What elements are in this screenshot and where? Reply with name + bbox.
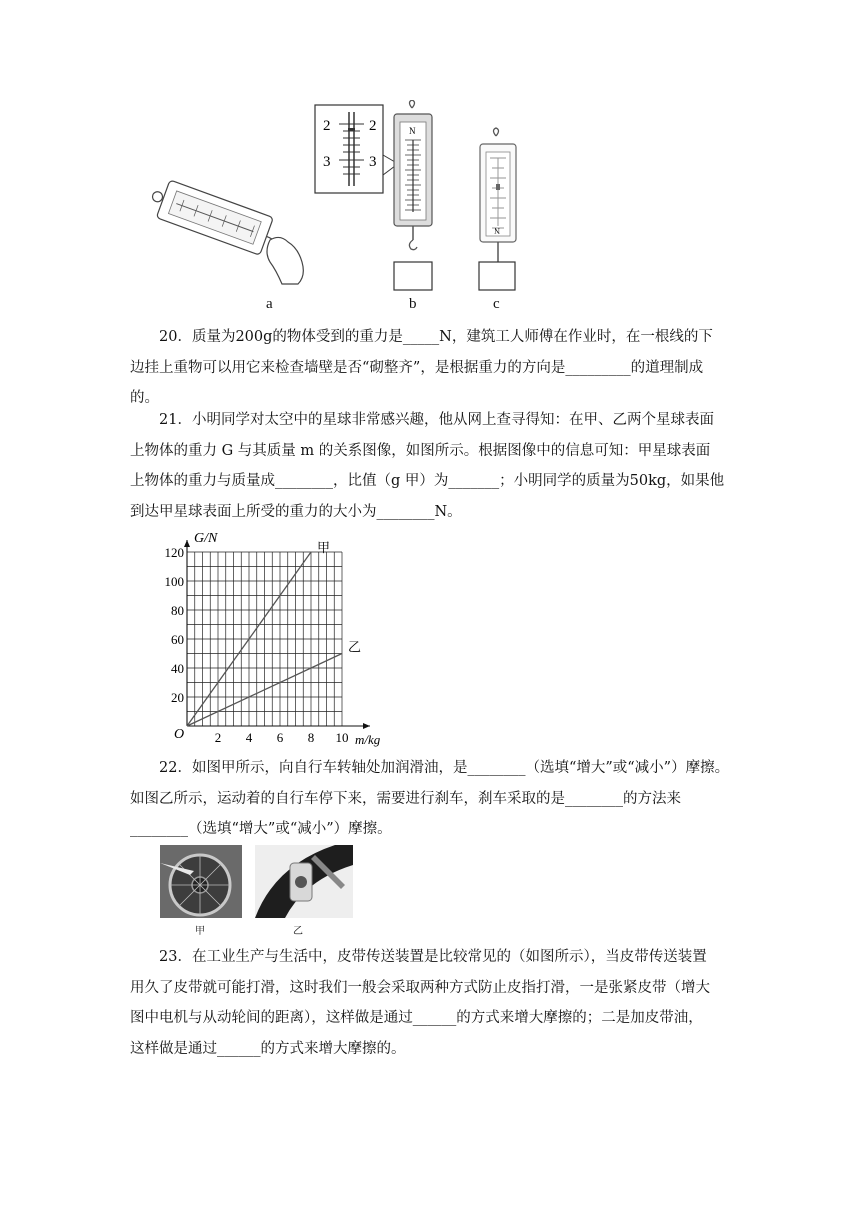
spring-scale-a <box>150 176 287 260</box>
bicycle-brake-photo <box>255 845 353 918</box>
zoom-tick-right-2: 2 <box>369 118 377 134</box>
question-22 <box>130 753 730 845</box>
q23-line-3: 图中电机与从动轮间的距离），这样做是通过______的方式来增大摩擦的；二是加皮带油， <box>130 1010 703 1026</box>
x-axis-label: m/kg <box>355 732 381 747</box>
q21-line-2: 上物体的重力 G 与其质量 m 的关系图像，如图所示。根据图像中的信息可知：甲星球表面 <box>130 442 711 459</box>
spring-scale-b <box>394 100 432 290</box>
y-axis-label: G/N <box>194 531 218 546</box>
label-c: c <box>493 296 500 312</box>
hand-icon <box>267 237 303 284</box>
x-tick-label: 10 <box>335 730 349 745</box>
zoom-tick-left-3: 3 <box>323 154 331 170</box>
q23-line-4: 这样做是通过______的方式来增大摩擦的。 <box>130 1040 406 1057</box>
q22-line-2: 如图乙所示，运动着的自行车停下来，需要进行刹车，刹车采取的是________的方法来 <box>130 790 681 807</box>
x-tick-label: 6 <box>276 730 284 745</box>
photo-caption-yi: 乙 <box>293 926 303 937</box>
q21-line-4: 到达甲星球表面上所受的重力的大小为________N。 <box>130 503 462 520</box>
series-label-yi: 乙 <box>348 639 362 655</box>
origin-label: O <box>174 727 185 742</box>
q22-line-3: ________（选填“增大”或“减小”）摩擦。 <box>130 821 392 837</box>
question-20 <box>130 322 730 414</box>
y-tick-label: 60 <box>171 632 184 647</box>
q23-line-2: 用久了皮带就可能打滑，这时我们一般会采取两种方式防止皮指打滑，一是张紧皮带（增大 <box>130 979 710 996</box>
q20-line-3: 的。 <box>130 390 159 406</box>
q22-line-1: 22．如图甲所示，向自行车转轴处加润滑油，是________（选填“增大”或“减小”）摩擦。 <box>159 760 730 776</box>
q23-line-1: 23．在工业生产与生活中，皮带传送装置是比较常见的（如图所示），当皮带传送装置 <box>159 949 707 965</box>
x-tick-label: 2 <box>214 730 222 745</box>
q21-line-1: 21．小明同学对太空中的星球非常感兴趣，他从网上查寻得知：在甲、乙两个星球表面 <box>159 412 714 428</box>
question-23 <box>130 942 730 1064</box>
spring-scale-figure <box>150 100 530 320</box>
x-tick-label: 4 <box>245 730 253 745</box>
zoom-tick-left-2: 2 <box>323 118 331 134</box>
bicycle-axle-photo <box>160 845 242 918</box>
gravity-mass-chart <box>160 528 400 750</box>
y-tick-label: 80 <box>171 603 184 618</box>
svg-text:N: N <box>494 226 500 235</box>
label-b: b <box>409 296 417 312</box>
series-label-jia: 甲 <box>317 540 331 555</box>
q20-line-2: 边挂上重物可以用它来检查墙壁是否“砌整齐”，是根据重力的方向是_________的道理制成 <box>130 359 704 376</box>
question-21 <box>130 405 730 527</box>
y-tick-label: 100 <box>164 574 184 589</box>
y-tick-label: 120 <box>164 545 184 560</box>
y-tick-label: 20 <box>171 690 184 705</box>
x-tick-label: 8 <box>307 730 315 745</box>
q21-line-3: 上物体的重力与质量成________，比值（g 甲）为_______；小明同学的质量为50kg，如果他 <box>130 473 725 489</box>
label-a: a <box>266 296 273 312</box>
x-axis-arrow <box>363 723 370 729</box>
photo-caption-jia: 甲 <box>195 926 205 937</box>
zoom-inset <box>315 105 395 193</box>
y-axis-arrow <box>184 540 190 547</box>
zoom-tick-right-3: 3 <box>369 154 377 170</box>
svg-text:N: N <box>409 126 416 136</box>
y-tick-label: 40 <box>171 661 184 676</box>
q20-line-1: 20．质量为200g的物体受到的重力是_____N，建筑工人师傅在作业时，在一根线的下 <box>159 329 713 345</box>
spring-scale-c <box>479 128 516 290</box>
